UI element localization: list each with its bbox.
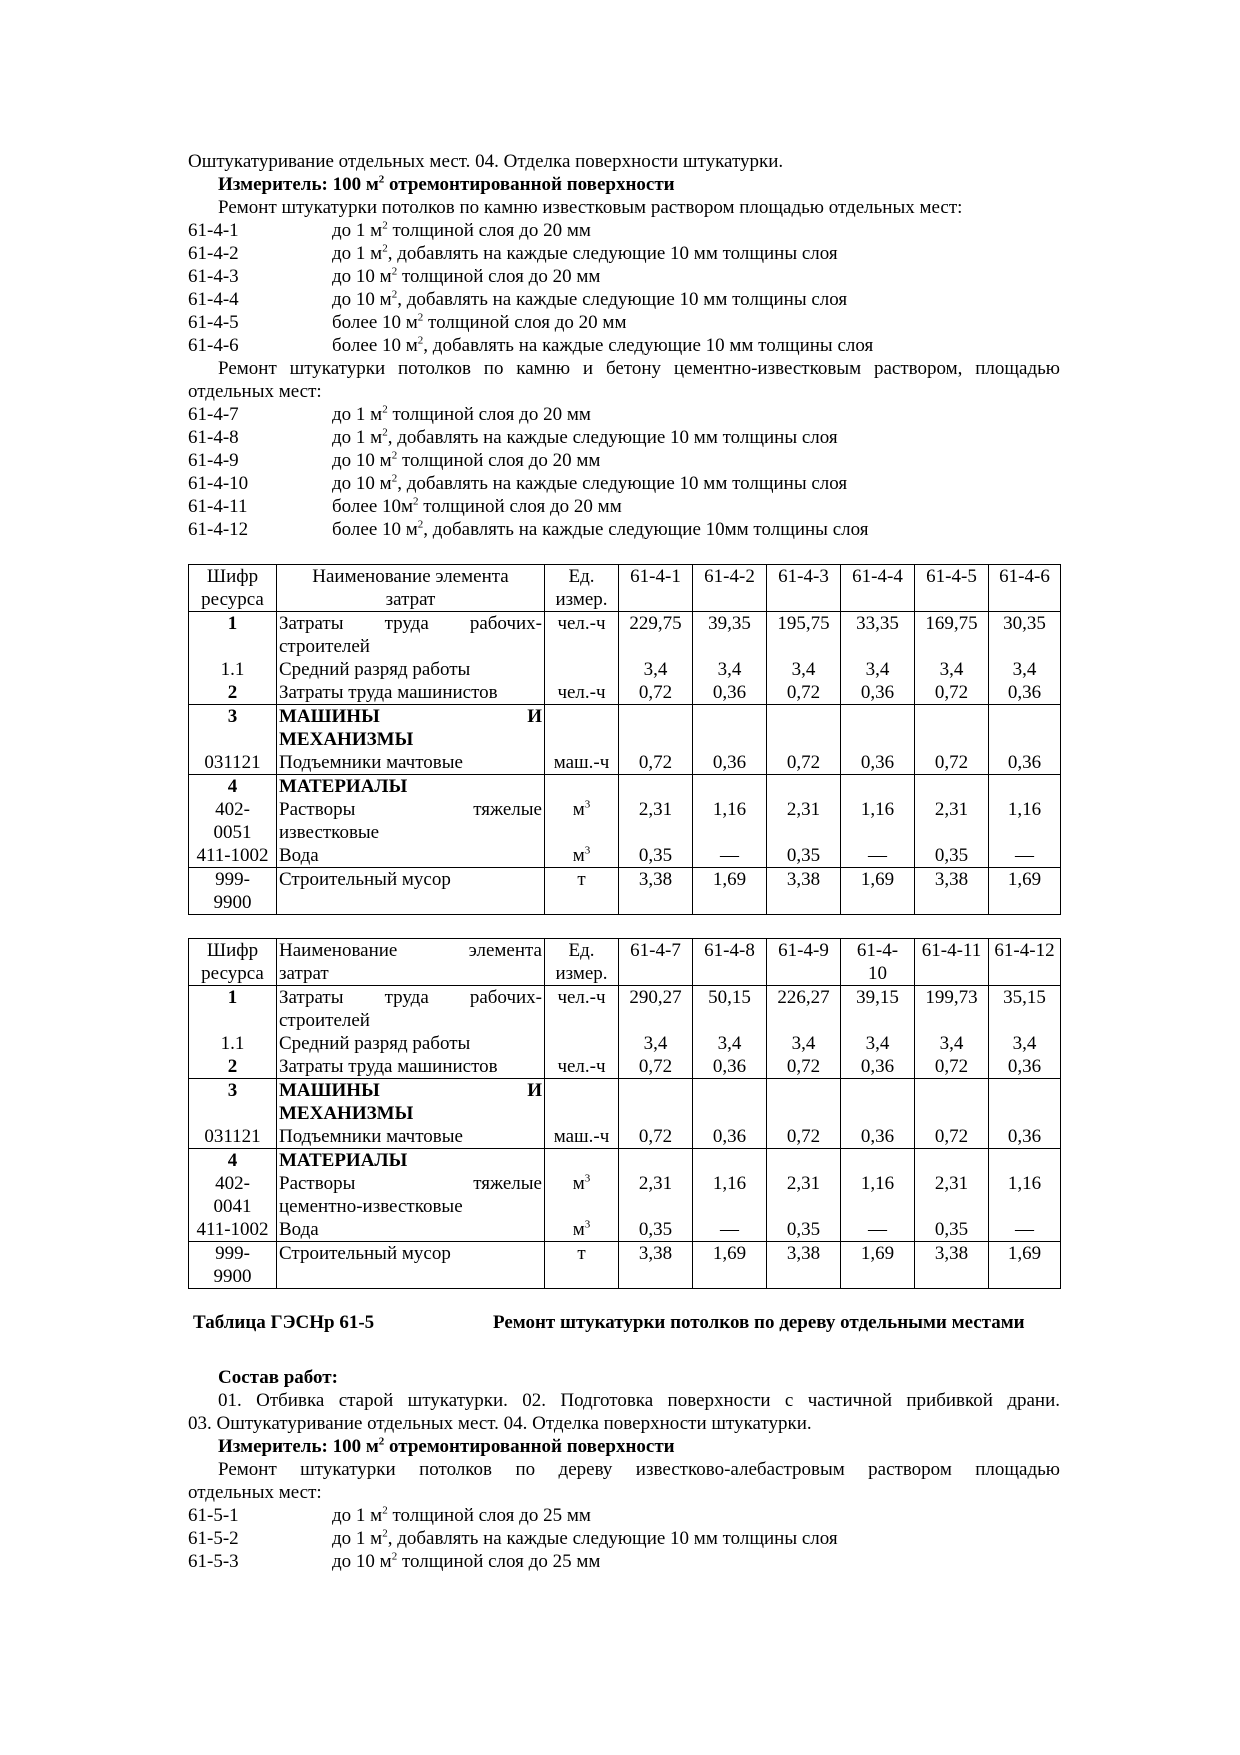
works-text-line1: 01. Отбивка старой штукатурки. 02. Подготовка поверхности с частичной прибивкой драни. — [218, 1390, 1060, 1411]
list-item: 61-5-3 до 10 $м^2$ толщиной слоя до 25 мм — [188, 1550, 601, 1572]
group2-title-line2: отдельных мест: — [188, 381, 322, 402]
table-row: 999- 9900 Строительный мусор т 3,38 1,69 3,38 1,69 3,38 1,69 — [189, 868, 1061, 915]
list-item: 61-4-5 более 10 $м^2$ толщиной слоя до 20 мм — [188, 311, 627, 333]
list-item: 61-4-4 до 10 $м^2$, добавлять на каждые следующие 10 мм толщины слоя — [188, 288, 848, 310]
works-title: Состав работ: — [218, 1367, 338, 1388]
list-item: 61-4-2 до 1 $м^2$, добавлять на каждые следующие 10 мм толщины слоя — [188, 242, 838, 264]
list-item: 61-5-2 до 1 $м^2$, добавлять на каждые следующие 10 мм толщины слоя — [188, 1527, 838, 1549]
list-item: 61-4-7 до 1 $м^2$ толщиной слоя до 20 мм — [188, 403, 591, 425]
table-row: 3 031121 МАШИНЫ И МЕХАНИЗМЫ Подъемники мачтовые маш.-ч 0,72 0,36 0,72 0,36 0,72 0,36 — [189, 1079, 1061, 1149]
section-heading — [188, 1311, 1060, 1334]
intro-line: Оштукатуривание отдельных мест. 04. Отделка поверхности штукатурки. — [188, 151, 784, 172]
section-list — [188, 1504, 1060, 1573]
list-item: 61-5-1 до 1 $м^2$ толщиной слоя до 25 мм — [188, 1504, 591, 1526]
table-row: 1 1.1 2 Затраты труда рабочих- строителей Средний разряд работы Затраты труда машинистов чел.-ч чел.-ч 229,75 3,4 0,72 39,35 3,4 0,36 195,75 3,4 0,72 33,35 3,4 0,36 169,75 3,4 0,72 30,35 3,4 0,36 — [189, 612, 1061, 705]
section-title: Ремонт штукатурки потолков по дереву отдельными местами — [493, 1312, 1025, 1333]
list-item: 61-4-3 до 10 $м^2$ толщиной слоя до 20 мм — [188, 265, 601, 287]
list-item: 61-4-9 до 10 $м^2$ толщиной слоя до 20 мм — [188, 449, 601, 471]
table-header-row: Шифр ресурса Наименование элемента затрат Ед. измер. 61-4-1 61-4-2 61-4-3 61-4-4 61-4-5 61-4-6 — [189, 565, 1061, 612]
resource-table-2 — [188, 938, 1061, 1289]
table-row: 4 402- 0041 411-1002 МАТЕРИАЛЫ Растворы тяжелые цементно-известковые Вода $м^3$ $м^3$ 2,31 0,35 1,16 — 2,31 0,35 1,16 — 2,31 0,35 1,16 — — [189, 1149, 1061, 1242]
table-row: 4 402- 0051 411-1002 МАТЕРИАЛЫ Растворы тяжелые известковые Вода $м^3$ $м^3$ 2,31 0,35 1,16 — 2,31 0,35 1,16 — 2,31 0,35 1,16 — — [189, 775, 1061, 868]
list-item: 61-4-10 до 10 $м^2$, добавлять на каждые следующие 10 мм толщины слоя — [188, 472, 848, 494]
works-text-line2: 03. Оштукатуривание отдельных мест. 04. Отделка поверхности штукатурки. — [188, 1413, 812, 1434]
list-item: 61-4-1 до 1 $м^2$ толщиной слоя до 20 мм — [188, 219, 591, 241]
list-item: 61-4-12 более 10 $м^2$, добавлять на каждые следующие 10мм толщины слоя — [188, 518, 869, 540]
group2-list — [188, 403, 1060, 541]
list-item: 61-4-11 более $10м^2$ толщиной слоя до 20 мм — [188, 495, 622, 517]
meter-line: Измеритель: 100 $м^2$ отремонтированной поверхности — [218, 173, 675, 195]
section-group-title-line2: отдельных мест: — [188, 1482, 322, 1503]
table-row: 999- 9900 Строительный мусор т 3,38 1,69 3,38 1,69 3,38 1,69 — [189, 1242, 1061, 1289]
document-page — [188, 150, 1060, 1573]
group1-title: Ремонт штукатурки потолков по камню известковым раствором площадью отдельных мест: — [218, 197, 963, 218]
table-header-row: Шифр ресурса Наименование элемента затрат Ед. измер. 61-4-7 61-4-8 61-4-9 61-4- 10 61-4-11 61-4-12 — [189, 939, 1061, 986]
table-label: Таблица ГЭСНр 61-5 — [193, 1312, 375, 1333]
section-meter-line: Измеритель: 100 $м^2$ отремонтированной поверхности — [218, 1435, 675, 1457]
resource-table-1 — [188, 564, 1061, 915]
list-item: 61-4-8 до 1 $м^2$, добавлять на каждые следующие 10 мм толщины слоя — [188, 426, 838, 448]
group1-list — [188, 219, 1060, 357]
group2-title-line1: Ремонт штукатурки потолков по камню и бетону цементно-известковым раствором, площадью — [218, 358, 1060, 379]
section-group-title-line1: Ремонт штукатурки потолков по дереву известково-алебастровым раствором площадью — [218, 1459, 1060, 1480]
table-row: 3 031121 МАШИНЫ И МЕХАНИЗМЫ Подъемники мачтовые маш.-ч 0,72 0,36 0,72 0,36 0,72 0,36 — [189, 705, 1061, 775]
table-row: 1 1.1 2 Затраты труда рабочих- строителей Средний разряд работы Затраты труда машинистов чел.-ч чел.-ч 290,27 3,4 0,72 50,15 3,4 0,36 226,27 3,4 0,72 39,15 3,4 0,36 199,73 3,4 0,72 35,15 3,4 0,36 — [189, 986, 1061, 1079]
list-item: 61-4-6 более 10 $м^2$, добавлять на каждые следующие 10 мм толщины слоя — [188, 334, 874, 356]
